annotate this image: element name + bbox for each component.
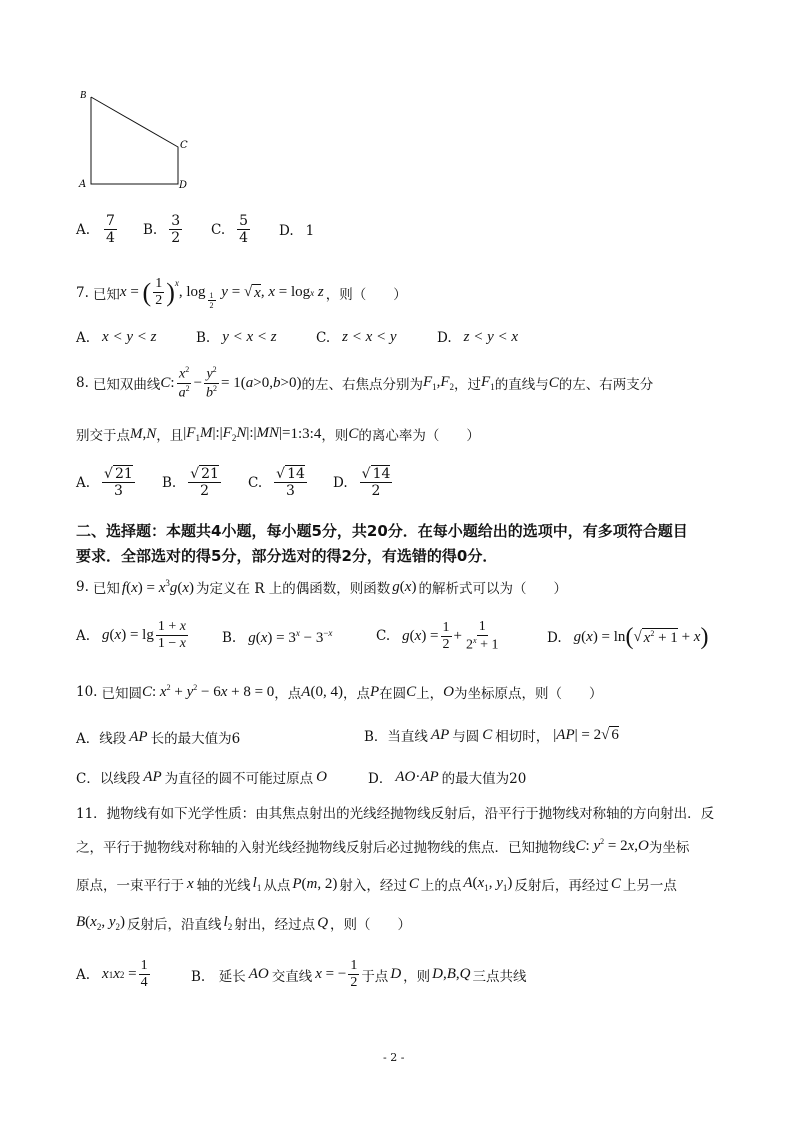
- q11-line3-g: 上另一点: [622, 878, 677, 894]
- q8-stem-line2: [76, 424, 480, 444]
- q9-option-b-expr: $g(x) = 3^x - 3^{-x}$: [248, 628, 333, 646]
- q11-line3-f: 反射后，再经过: [514, 878, 609, 894]
- q10-option-c-text2: 为直径的圆不可能过原点: [164, 771, 314, 787]
- radicand: 14: [287, 466, 305, 482]
- q9-tail: 的解析式可以为（ ）: [418, 581, 567, 597]
- q10-ap: AP: [143, 768, 162, 785]
- q11-line3-a: 原点，一束平行于: [76, 878, 184, 894]
- q8-c2: C: [348, 425, 359, 442]
- q9-option-c[interactable]: [376, 619, 502, 654]
- q8-line2-d: 的离心率为（ ）: [358, 428, 480, 444]
- q6-option-d[interactable]: [279, 223, 314, 239]
- q9-prefix: 已知: [92, 581, 120, 597]
- q8-line2-a: 别交于点: [76, 428, 130, 444]
- q10-option-d[interactable]: [368, 767, 526, 787]
- q10-mid1: ，点: [274, 686, 302, 702]
- q7-formula: x = ( $\frac{1}{2}$ ) $^x$ , log $\frac{1}{2}$ y = √ x , x = log x z: [119, 276, 324, 311]
- q11-line2: [76, 836, 689, 856]
- page-number: - 2 -: [383, 1051, 405, 1064]
- frac-num: 3: [171, 213, 181, 229]
- option-letter: D.: [547, 629, 562, 646]
- option-letter: A.: [76, 627, 91, 644]
- q11-line3-e: 上的点: [420, 878, 462, 894]
- option-letter: A.: [76, 474, 91, 491]
- q9-gx: g(x): [392, 578, 417, 595]
- q10-option-b-text3: 相切时，: [495, 729, 550, 745]
- q10-ap-length: |AP| = 2√ 6: [553, 726, 619, 743]
- q10-mid3: 在圆: [379, 686, 407, 702]
- option-letter: B.: [162, 474, 177, 491]
- q8-option-c[interactable]: [248, 466, 309, 499]
- q10-c: C: [406, 683, 417, 700]
- q11-line4-c: ，则（ ）: [330, 917, 412, 933]
- q11-option-b-text2: 交直线: [271, 968, 313, 985]
- option-text: y < x < z: [222, 329, 277, 345]
- q8-line1-tail2: ，过: [454, 377, 482, 394]
- q8-line1-tail4: 的左、右两支分: [558, 377, 654, 394]
- q8-option-b[interactable]: [162, 466, 223, 499]
- q11-option-b[interactable]: [191, 958, 527, 991]
- q10-ap: AP: [430, 726, 450, 743]
- q11-line3-d: 射入，经过: [339, 878, 407, 894]
- q10-mid4: 上，: [416, 686, 444, 702]
- q9-option-b[interactable]: [222, 628, 332, 647]
- option-letter: C.: [316, 329, 331, 346]
- q11-l1: $l_1$: [252, 875, 262, 893]
- q9-option-a-expr: g ( x ) = lg $\frac{1 + x}{1 - x}$: [102, 619, 186, 652]
- option-text: z < x < y: [342, 329, 397, 345]
- q11-l2: $l_2$: [223, 914, 233, 932]
- q11-line2-a: 之，平行于抛物线对称轴的入射光线经抛物线反射后必过抛物线的焦点．已知抛物线: [76, 840, 576, 856]
- q8-option-a[interactable]: [76, 466, 137, 499]
- radicand: 21: [201, 466, 219, 482]
- option-letter: D.: [279, 223, 294, 239]
- q11-option-a[interactable]: [76, 958, 152, 991]
- q10-dot-product: AO·AP: [395, 768, 439, 785]
- q9-stem: [76, 577, 567, 597]
- q10-o: O: [316, 768, 328, 785]
- q8-prefix: 已知双曲线: [92, 377, 161, 394]
- q10-o: O: [443, 683, 454, 700]
- q11-line1: 11．抛物线有如下光学性质：由其焦点射出的光线经抛物线反射后，沿平行于抛物线对称轴的方向射出．反: [76, 806, 715, 822]
- q10-option-a[interactable]: [76, 727, 240, 747]
- question-number: 9.: [76, 579, 89, 595]
- q9-fx: $f(x) = x^3g(x)$: [121, 577, 195, 596]
- q9-mid: 为定义在 R 上的偶函数，则函数: [196, 581, 391, 597]
- q6-option-c[interactable]: [211, 213, 252, 246]
- section2-heading-line1: 二、选择题：本题共4小题，每小题5分，共20分．在每小题给出的选项中，有多项符合题目: [76, 522, 688, 540]
- q7-option-d[interactable]: [437, 329, 518, 346]
- q11-line3: [76, 874, 677, 894]
- radical-sign: √: [190, 466, 200, 482]
- q8-line2-b: ，且: [156, 428, 184, 444]
- q10-ap: AP: [129, 728, 148, 745]
- frac-den: 2: [171, 230, 181, 247]
- radical-sign: √: [361, 466, 371, 482]
- q10-option-a-text2: 长的最大值为6: [150, 731, 241, 747]
- q11-line4: [76, 913, 411, 933]
- q11-point-p: P(m, 2): [292, 875, 338, 892]
- figure-label-b: B: [80, 90, 87, 101]
- option-letter: A.: [76, 966, 91, 983]
- option-letter: A.: [76, 221, 91, 238]
- q8-f1: $F_1$: [481, 374, 495, 393]
- figure-label-a: A: [79, 179, 87, 190]
- option-letter: B.: [222, 629, 237, 646]
- frac-den: 3: [286, 483, 295, 500]
- q10-option-a-text: A．线段: [76, 731, 127, 747]
- q8-line2-c: ，则: [321, 428, 349, 444]
- q11-x: x: [187, 875, 194, 892]
- radicand: 14: [372, 466, 391, 482]
- option-value: 1: [305, 223, 315, 239]
- q11-option-b-text5: 三点共线: [472, 968, 527, 985]
- frac-den: 2: [371, 483, 381, 500]
- q11-line4-b: 射出，经过点: [234, 917, 316, 933]
- q9-option-a[interactable]: [76, 619, 190, 652]
- q8-line1-tail3: 的直线与: [494, 377, 549, 394]
- frac-den: 2: [200, 483, 210, 500]
- question-number: 8.: [76, 375, 89, 392]
- q11-line-eq: x = − $\frac{1}{2}$: [315, 958, 358, 991]
- q11-point-a: $A(x_1$, $y_1$): [463, 875, 513, 893]
- q7-option-b[interactable]: [196, 329, 277, 346]
- question-number: 10.: [76, 684, 98, 700]
- question-number: 7.: [76, 284, 89, 301]
- q10-point-p: P: [369, 683, 380, 700]
- q11-line3-c: 从点: [263, 878, 291, 894]
- q6-option-b[interactable]: [143, 213, 184, 246]
- option-letter: C.: [376, 628, 391, 645]
- q7-option-a[interactable]: [76, 329, 156, 346]
- frac-den: 4: [106, 230, 115, 247]
- q10-option-b-text: B．当直线: [364, 729, 428, 745]
- q7-prefix: 已知: [92, 286, 120, 303]
- option-letter: B.: [143, 221, 158, 238]
- q8-stem-line1: [76, 365, 653, 402]
- frac-den: 4: [239, 230, 249, 247]
- q11-option-b-text: B. 延长: [191, 968, 246, 985]
- q6-option-a[interactable]: [76, 213, 119, 246]
- q11-point-b: $B(x_2$, $y_2$): [76, 914, 126, 932]
- q11-option-b-text3: 于点: [361, 968, 389, 985]
- q8-abs-expr: $|F_1M|:|F_2N|:|MN|=$: [183, 425, 291, 443]
- q10-option-b-text2: 与圆: [452, 729, 480, 745]
- q9-option-c-expr: g ( x ) = $\frac{1}{2}$ + $\frac{1}{2^x + 1}$: [402, 619, 499, 653]
- section2-heading-line2: 要求．全部选对的得5分，部分选对的得2分，有选错的得0分．: [76, 547, 498, 565]
- q11-option-b-text4: ，则: [403, 968, 431, 985]
- option-letter: C.: [248, 474, 263, 491]
- q10-point-a: A(0, 4): [301, 683, 343, 700]
- q11-c: C: [610, 875, 621, 892]
- q8-c: C: [548, 374, 559, 391]
- q11-c: C: [408, 875, 419, 892]
- q11-line2-b: 为坐标: [648, 840, 690, 856]
- figure-label-d: D: [179, 180, 188, 191]
- q11-line4-a: 反射后，沿直线: [127, 917, 222, 933]
- radical-sign: √: [104, 466, 113, 482]
- q7-option-c[interactable]: [316, 329, 397, 346]
- option-letter: D.: [333, 474, 348, 491]
- option-text: z < y < x: [463, 329, 519, 345]
- q8-hyperbola-formula: C : $\frac{x^2}{a^2}$ − $\frac{y^2}{b^2}$ = 1( a >0, b >0): [160, 365, 302, 401]
- q10-mid5: 为坐标原点，则（ ）: [454, 686, 603, 702]
- radical-sign: √: [276, 466, 286, 482]
- q7-stem: [76, 276, 407, 309]
- q8-points: M,N: [130, 425, 157, 442]
- frac-den: 3: [113, 483, 123, 500]
- q11-d: D: [390, 966, 402, 983]
- q9-option-d[interactable]: [547, 624, 708, 651]
- q11-line3-b: 轴的光线: [196, 878, 251, 894]
- q11-parabola-eq: C: $y^2 = 2x,O$: [575, 837, 649, 854]
- option-letter: C.: [211, 221, 226, 238]
- option-letter: D.: [437, 329, 452, 346]
- frac-num: 7: [106, 213, 115, 229]
- option-letter: A.: [76, 329, 91, 346]
- option-letter: B.: [196, 329, 211, 346]
- frac-num: 5: [239, 213, 249, 229]
- q11-q: Q: [317, 914, 329, 931]
- q10-option-c[interactable]: [76, 767, 327, 787]
- q10-option-d-text: D．: [368, 771, 393, 787]
- q7-stem-tail: ，则（ ）: [325, 286, 407, 303]
- q8-option-d[interactable]: [333, 466, 394, 499]
- q10-circle-eq: C: $x^2 + y^2 - 6x + 8 = 0$: [141, 683, 275, 700]
- figure-label-c: C: [180, 140, 188, 151]
- q8-foci: $F_1,F_2$: [422, 374, 455, 393]
- q10-stem: [76, 682, 603, 702]
- q10-mid2: ，点: [342, 686, 370, 702]
- q11-dbq: D,B,Q: [432, 966, 471, 983]
- radicand: 21: [114, 466, 133, 482]
- q10-option-c-text: C．以线段: [76, 771, 141, 787]
- q10-option-d-text2: 的最大值为20: [441, 771, 527, 787]
- q8-line1-tail: 的左、右焦点分别为: [301, 377, 423, 394]
- q9-option-d-expr: g ( x ) = ln ( √ $x^2 + 1$ + x ): [573, 624, 709, 650]
- q10-prefix: 已知圆: [101, 686, 142, 702]
- q10-c: C: [482, 726, 493, 743]
- q11-option-a-expr: x 1 x 2 = $\frac{1}{4}$: [102, 958, 148, 991]
- q8-ratio: 1:3:4: [290, 425, 322, 442]
- trapezoid-figure: [78, 86, 198, 192]
- option-text: x < y < z: [102, 329, 157, 345]
- q10-option-b[interactable]: [364, 725, 619, 745]
- q11-ao: AO: [248, 966, 269, 983]
